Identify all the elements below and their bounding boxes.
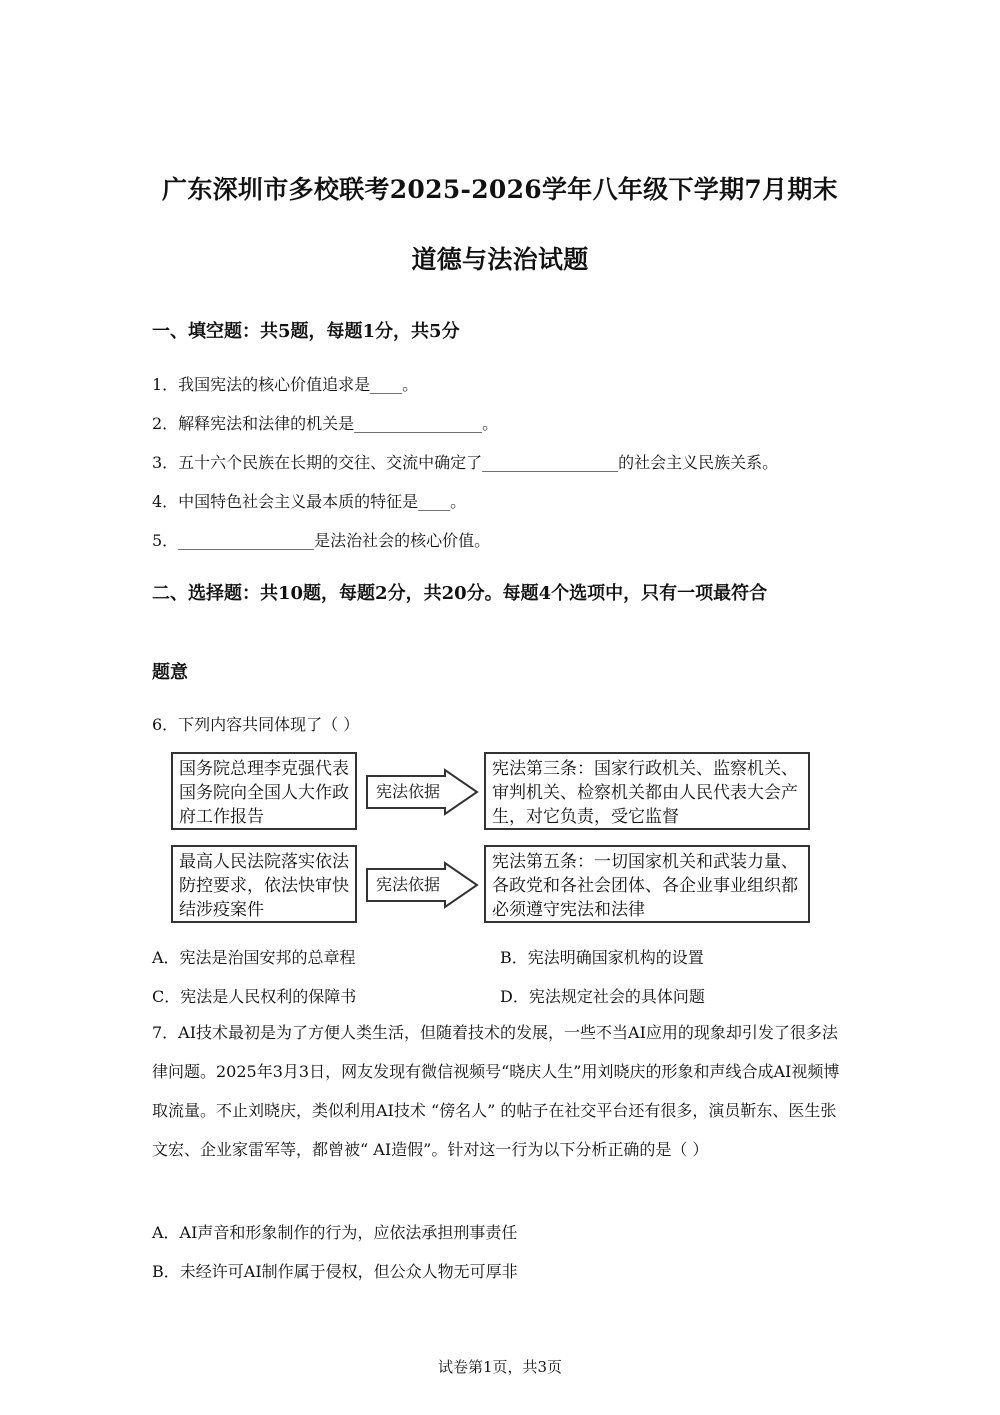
question-6-option-b: B．宪法明确国家机构的设置 [500, 948, 704, 967]
exam-title-line2: 道德与法治试题 [411, 245, 589, 274]
question-6-diagram [171, 752, 811, 924]
diagram-row1-arrow-label: 宪法依据 [375, 782, 440, 801]
diagram-row2-arrow-label: 宪法依据 [375, 875, 440, 894]
diagram-row2-left-box: 最高人民法院落实依法防控要求，依法快审快结涉疫案件 [171, 845, 357, 923]
page-footer: 试卷第1页，共3页 [437, 1358, 563, 1376]
fill-question-1: 1．我国宪法的核心价值追求是____。 [152, 375, 419, 394]
exam-title-line1: 广东深圳市多校联考2025-2026学年八年级下学期7月期末 [162, 175, 838, 204]
diagram-row1-left-box: 国务院总理李克强代表国务院向全国人大作政府工作报告 [171, 752, 357, 830]
section2-heading: 二、选择题：共10题，每题2分，共20分。每题4个选项中，只有一项最符合 [152, 583, 768, 604]
fill-question-2: 2．解释宪法和法律的机关是________________。 [152, 414, 499, 433]
question-7-option-a: A．AI声音和形象制作的行为，应依法承担刑事责任 [152, 1223, 518, 1242]
diagram-row1-right-box: 宪法第三条：国家行政机关、监察机关、审判机关、检察机关都由人民代表大会产生，对它负责，受它监督 [484, 752, 810, 830]
fill-question-5: 5．_________________是法治社会的核心价值。 [152, 531, 491, 550]
question-6-stem: 6．下列内容共同体现了（ ） [152, 715, 360, 734]
fill-question-4: 4．中国特色社会主义最本质的特征是____。 [152, 492, 467, 511]
section2-heading-cont: 题意 [152, 662, 188, 683]
fill-question-3: 3．五十六个民族在长期的交往、交流中确定了_________________的社会主义民族关系。 [152, 453, 779, 472]
question-7-option-b: B．未经许可AI制作属于侵权，但公众人物无可厚非 [152, 1262, 518, 1281]
question-7-stem: 7．AI技术最初是为了方便人类生活，但随着技术的发展，一些不当AI应用的现象却引发了很多法律问题。2025年3月3日，网友发现有微信视频号“晓庆人生”用刘晓庆的形象和声线合成AI视频博取流量。不止刘晓庆，类似利用AI技术 “傍名人” 的帖子在社交平台还有很多，演员靳东、医生张文宏、企业家雷军等，都曾被“ AI造假”。针对这一行为以下分析正确的是（ ） [152, 1023, 840, 1159]
question-6-option-c: C．宪法是人民权利的保障书 [152, 987, 357, 1006]
question-6-option-d: D．宪法规定社会的具体问题 [500, 987, 705, 1006]
diagram-row2-right-box: 宪法第五条：一切国家机关和武装力量、各政党和各社会团体、各企业事业组织都必须遵守宪法和法律 [484, 845, 810, 923]
section1-heading: 一、填空题：共5题，每题1分，共5分 [152, 321, 460, 342]
question-6-option-a: A．宪法是治国安邦的总章程 [152, 948, 356, 967]
